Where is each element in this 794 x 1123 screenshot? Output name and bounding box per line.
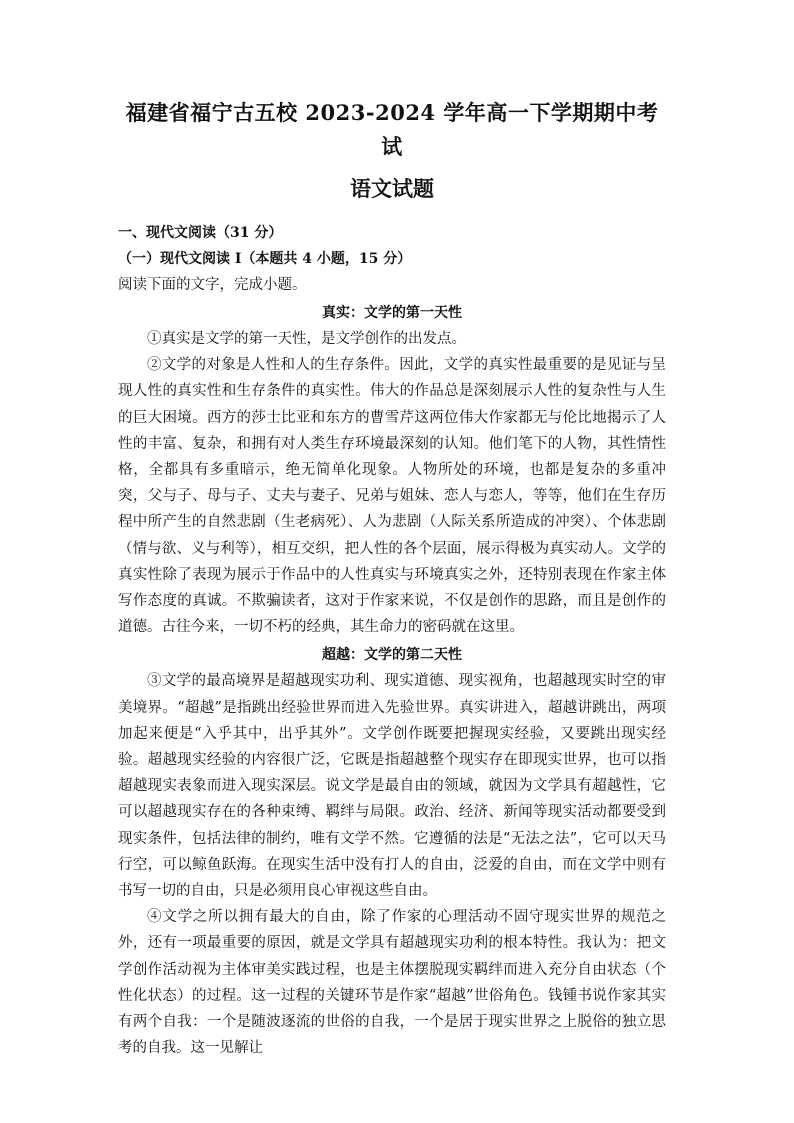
article-paragraph-1: ①真实是文学的第一天性，是文学创作的出发点。: [147, 331, 466, 347]
article-paragraph-3: ③文学的最高境界是超越现实功利、现实道德、现实视角，也超越现实时空的审美境界。“超越”是指跳出经验世界而进入先验世界。真实讲进入，超越讲跳出，两项加起来便是“入乎其中，出乎其外”。文学创作既要把握现实经验，又要跳出现实经验。超越现实经验的内容很广泛，它既是指超越整个现实存在即现实世界，也可以指超越现实表象而进入现实深层。说文学是最自由的领域，就因为文学具有超越性，它可以超越现实存在的各种束缚、羁绊与局限。政治、经济、新闻等现实活动都要受到现实条件，包括法律的制约，唯有文学不然。它遵循的法是“无法之法”，它可以天马行空，可以鲸鱼跃海。在现实生活中没有打人的自由，泛爱的自由，而在文学中则有书写一切的自由，只是必须用良心审视这些自由。: [118, 673, 666, 900]
article-heading-transcendence: 超越：文学的第二天性: [322, 647, 462, 664]
reading-instruction: 阅读下面的文字，完成小题。: [118, 277, 307, 293]
section-heading-part1-sub: （一）现代文阅读 I（本题共 4 小题，15 分）: [118, 251, 412, 267]
article-paragraph-4: ④文学之所以拥有最大的自由，除了作家的心理活动不固守现实世界的规范之外，还有一项最重要的原因，就是文学具有超越现实功利的根本特性。我认为：把文学创作活动视为主体审美实践过程，也是主体摆脱现实羁绊而进入充分自由状态（个性化状态）的过程。这一过程的关键环节是作家“超越”世俗角色。钱锺书说作家其实有两个自我：一个是随波逐流的世俗的自我，一个是居于现实世界之上脱俗的独立思考的自我。这一见解让: [118, 909, 666, 1057]
section-heading-part1: 一、现代文阅读（31 分）: [118, 225, 283, 241]
article-paragraph-2: ②文学的对象是人性和人的生存条件。因此，文学的真实性最重要的是见证与呈现人性的真实性和生存条件的真实性。伟大的作品总是深刻展示人性的复杂性与人生的巨大困境。西方的莎士比亚和东方的曹雪芹这两位伟大作家都无与伦比地揭示了人性的丰富、复杂，和拥有对人类生存环境最深刻的认知。他们笔下的人物，其性情性格，全都具有多重暗示，绝无简单化现象。人物所处的环境，也都是复杂的多重冲突，父与子、母与子、丈夫与妻子、兄弟与姐妹、恋人与恋人，等等，他们在生存历程中所产生的自然悲剧（生老病死）、人为悲剧（人际关系所造成的冲突）、个体悲剧（情与欲、义与利等），相互交织，把人性的各个层面，展示得极为真实动人。文学的真实性除了表现为展示于作品中的人性真实与环境真实之外，还特别表现在作家主体写作态度的真诚。不欺骗读者，这对于作家来说，不仅是创作的思路，而且是创作的道德。古往今来，一切不朽的经典，其生命力的密码就在这里。: [118, 357, 666, 636]
article-heading-truth: 真实：文学的第一天性: [322, 305, 462, 321]
exam-title: 福建省福宁古五校 2023-2024 学年高一下学期期中考试: [125, 100, 659, 159]
exam-subtitle: 语文试题: [350, 176, 434, 201]
